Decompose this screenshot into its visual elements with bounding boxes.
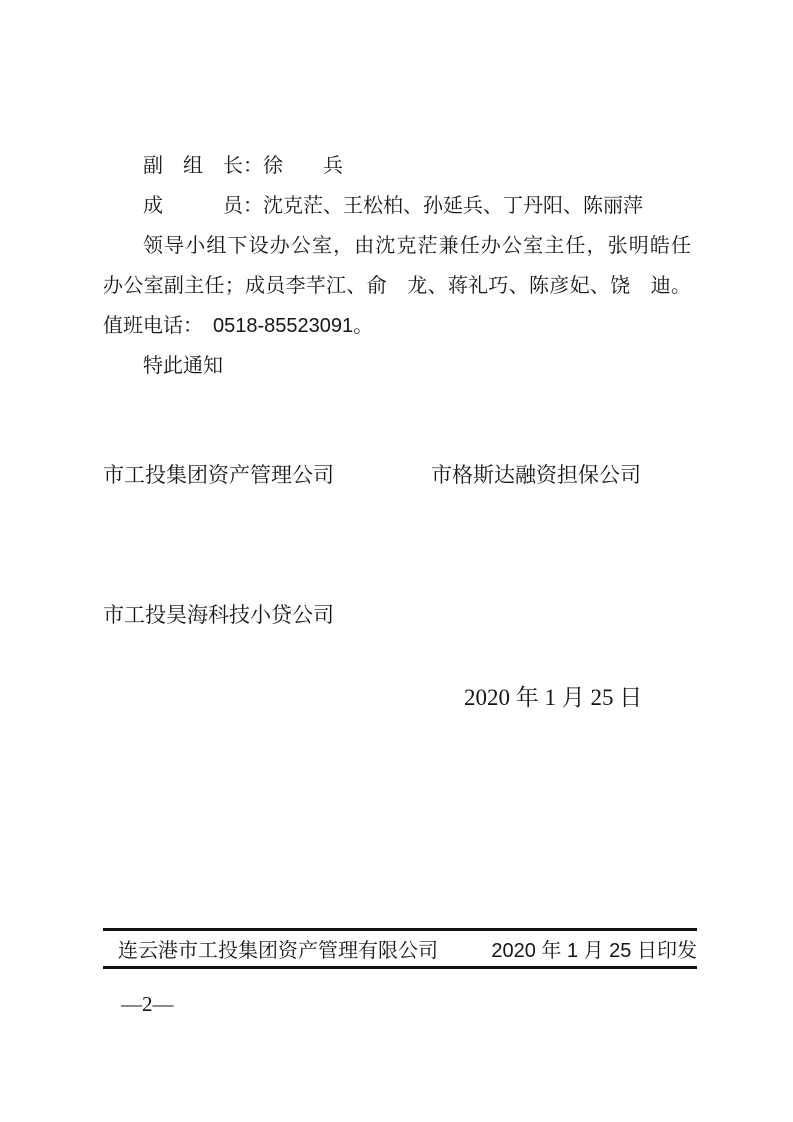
footer-bottom-rule: [103, 966, 697, 969]
body-line-office-setup: 领导小组下设办公室，由沈克茫兼任办公室主任，张明皓任: [143, 235, 691, 257]
body-line-deputy-leader: 副 组 长：徐 兵: [143, 155, 343, 177]
signature-org-guarantee: 市格斯达融资担保公司: [431, 464, 641, 487]
footer-print-date: 2020 年 1 月 25 日印发: [491, 940, 697, 962]
footer-issuer: 连云港市工投集团资产管理有限公司: [118, 940, 438, 962]
body-line-members: 成 员：沈克茫、王松柏、孙延兵、丁丹阳、陈丽萍: [143, 195, 643, 217]
notice-body: [103, 146, 691, 386]
footer-top-rule: [103, 928, 697, 931]
document-date: 2020 年 1 月 25 日: [464, 685, 643, 710]
signature-org-asset-management: 市工投集团资产管理公司: [103, 464, 334, 487]
body-line-hereby-notice: 特此通知: [143, 355, 223, 377]
body-line-duty-phone: 值班电话： 0518-85523091。: [103, 315, 374, 337]
page-number: —2—: [121, 992, 174, 1016]
body-line-office-members: 办公室副主任；成员李芊江、俞 龙、蒋礼巧、陈彦妃、饶 迪。: [103, 275, 691, 297]
signature-org-microloan: 市工投昊海科技小贷公司: [103, 604, 334, 627]
footer-colophon: [103, 935, 697, 962]
